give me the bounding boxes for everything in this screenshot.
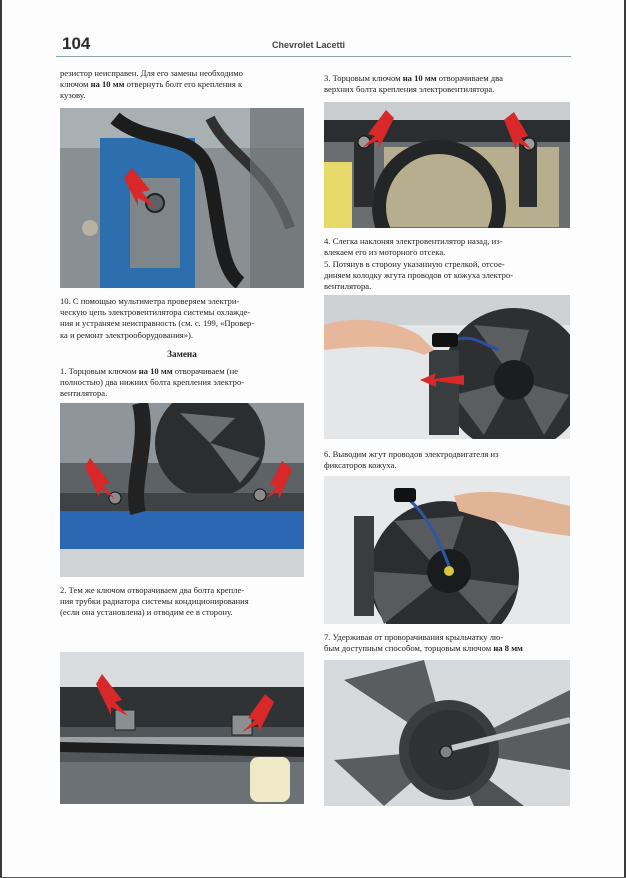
- photo-wire-harness: [324, 476, 570, 624]
- photo-connector-disconnect: [324, 295, 570, 439]
- photo-resistor-bolt: [60, 108, 304, 288]
- photo-lower-bolts: [60, 403, 304, 577]
- step-7-paragraph: 7. Удерживая от проворачивания крыльчатку лю- бым доступным способом, торцовым ключом на 8 мм: [324, 632, 523, 654]
- section-heading-replacement: Замена: [167, 349, 197, 359]
- step-10-paragraph: 10. С помощью мультиметра проверяем электри- ческую цепь электровентилятора системы охлажде- ния и устраняем неисправность (см. с. 199, «Провер- ка и ремонт электрооборудования»).: [60, 296, 255, 340]
- photo-ac-pipe-bolts: [60, 652, 304, 804]
- intro-paragraph: резистор неисправен. Для его замены необходимо ключом на 10 мм отвернуть болт его крепления к кузову.: [60, 68, 243, 101]
- step-2-paragraph: 2. Тем же ключом отворачиваем два болта крепле- ния трубки радиатора системы кондиционирования (если она установлена) и отводим ее в сторону.: [60, 585, 249, 618]
- step-1-paragraph: 1. Торцовым ключом на 10 мм отворачиваем (не полностью) два нижних болта крепления электро- вентилятора.: [60, 366, 245, 399]
- step-4-paragraph: 4. Слегка наклоняя электровентилятор назад, из- влекаем его из моторного отсека.: [324, 236, 503, 258]
- step-6-paragraph: 6. Выводим жгут проводов электродвигателя из фиксаторов кожуха.: [324, 449, 499, 471]
- step-5-paragraph: 5. Потянув в сторону указанную стрелкой, отсое- диняем колодку жгута проводов от кожуха электро- вентилятора.: [324, 259, 514, 292]
- header-rule: [56, 56, 571, 57]
- running-title: Chevrolet Lacetti: [272, 40, 346, 50]
- step-3-paragraph: 3. Торцовым ключом на 10 мм отворачиваем два верхних болта крепления электровентилятора.: [324, 73, 503, 95]
- page-edge-left: [0, 0, 2, 878]
- page-number: 104: [62, 34, 91, 53]
- photo-upper-bolts: [324, 102, 570, 228]
- photo-impeller-nut: [324, 660, 570, 806]
